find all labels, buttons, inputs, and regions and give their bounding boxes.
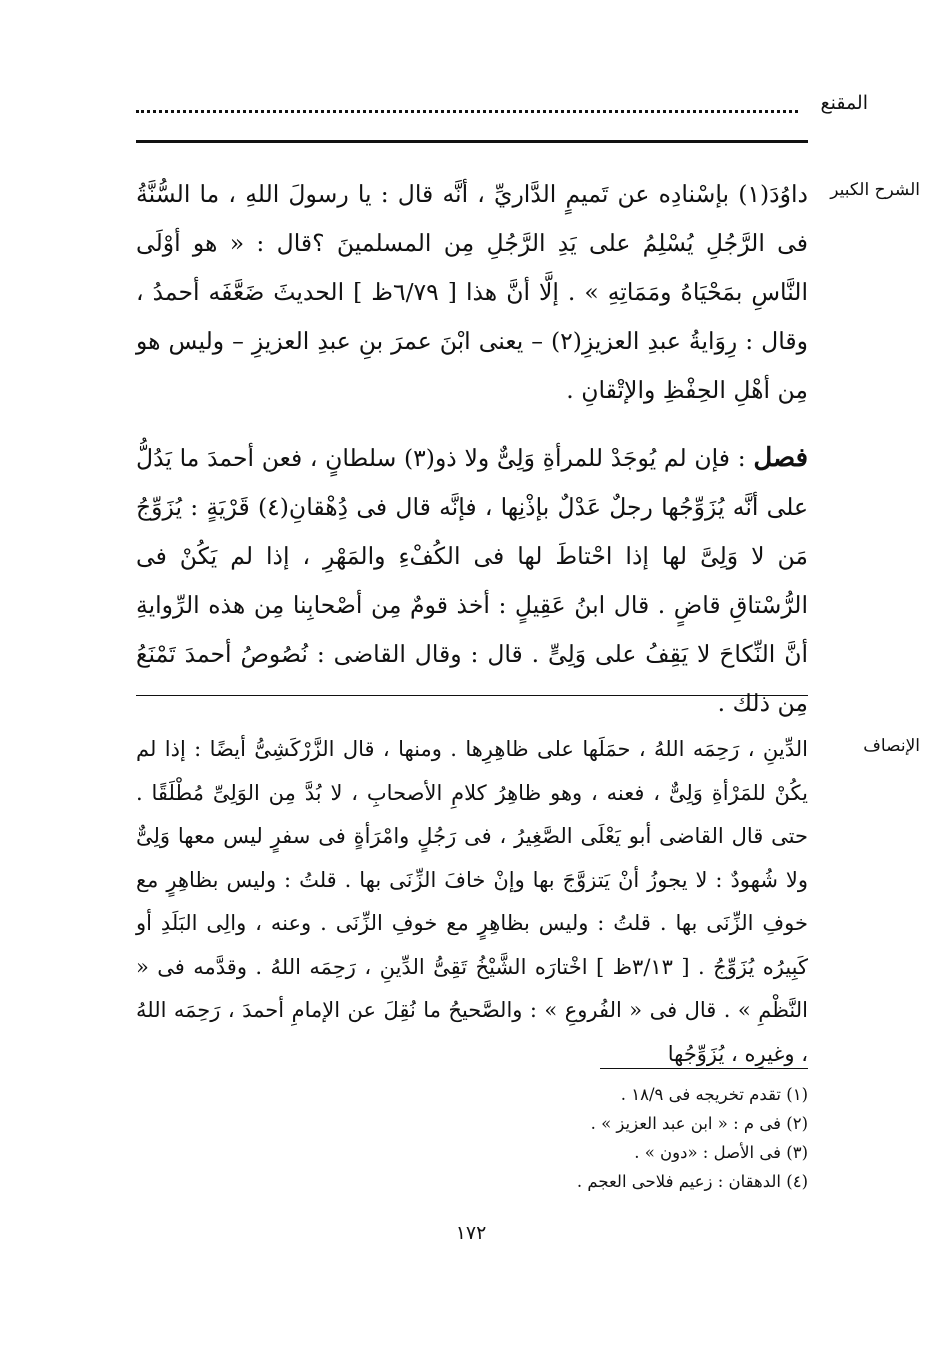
fasl-paragraph [136,434,808,728]
footnote-divider [600,1068,808,1069]
running-header [136,92,868,122]
sharh-text-block [136,170,808,415]
fasl-heading: فصل [753,443,808,473]
section-label-sharh: الشرح الكبير [830,180,920,200]
page-number: ١٧٢ [455,1222,487,1244]
insaf-paragraph: الدِّينِ ، رَحِمَه اللهُ ، حمَلَها على ظاهِرِها . ومنها ، قال الزَّرْكَشِىُّ أيضًا : إذا لم يكُنْ للمَرْأةِ وَلِىٌّ ، فعنه ، وهو ظاهِرُ كلامِ الأصحابِ ، لا بُدَّ مِن الوَلِىِّ مُطْلَقًا . حتى قال القاضى أبو يَعْلَى الصَّغِيرُ ، فى رَجُلٍ وامْرَأةٍ فى سفرٍ ليس معها وَلِىٌّ ولا شُهودٌ : لا يجوزُ أنْ يَتزوَّجَ بها وإنْ خافَ الزِّنَى بها . قلتُ : وليس بظاهِرٍ مع خوفِ الزِّنَى بها . قلتُ : وليس بظاهِرٍ مع خوفِ الزِّنَى . وعنه ، والِى البَلَدِ أو كَبِيرُه يُزَوِّجُ . [ ٣/١٣ظ ] اخْتارَه الشَّيْخُ تَقِىُّ الدِّينِ ، رَحِمَه اللهُ . وقدَّمه فى « النَّظْمِ » . قال فى « الفُروعِ » : والصَّحيحُ ما نُقِلَ عن الإمامِ أحمدَ ، رَحِمَه اللهُ ، وغيرِه ، يُزَوِّجُها [136,737,808,1066]
footnote-item: (٤) الدهقان : زعيم فلاحى العجم . [576,1172,808,1191]
footnote-item: (١) تقدم تخريجه فى ١٨/٩ . [620,1085,808,1104]
header-title: المقنع [820,92,868,114]
section-label-insaf: الإنصاف [863,736,920,756]
footnote-item: (٢) فى م : « ابن عبد العزيز » . [590,1114,808,1133]
fasl-text-block [136,434,808,728]
fasl-body: : فإن لم يُوجَدْ للمرأةِ وَلِىٌّ ولا ذو(٣) سلطانٍ ، فعن أحمدَ ما يَدُلُّ على أنَّه يُزَوِّجُها رجلٌ عَدْلٌ بإذْنِها ، فإنَّه قال فى دُِهْقانِ(٤) قَرْيَةٍ : يُزَوِّجُ مَن لا وَلِىَّ لها إذا احْتاطَ لها فى الكُفْءِ والمَهْرِ ، إذا لم يَكُنْ فى الرُّسْتاقِ قاضٍ . قال ابنُ عَقِيلٍ : أخذ قومٌ مِن أصْحابِنا مِن هذه الرِّوايةِ أنَّ النِّكاحَ لا يَقِفُ على وَلِىٍّ . قال : وقال القاضى : نُصُوصُ أحمدَ تَمْنَعُ مِن ذلك . [136,444,809,717]
section-divider [136,695,808,696]
sharh-paragraph: داوُدَ(١) بإسْنادِه عن تَميمٍ الدَّاريِّ ، أنَّه قال : يا رسولَ اللهِ ، ما السُّنَّةُ فى الرَّجُلِ يُسْلِمُ على يَدِ الرَّجُلِ مِن المسلمينَ ؟قال : « هو أوْلَى النَّاسِ بمَحْيَاهُ ومَمَاتِهِ » . إلَّا أنَّ هذا [ ٦/٧٩ظ ] الحديثَ ضَعَّفَه أحمدُ ، وقال : رِوَايةُ عبدِ العزيزِ(٢) – يعنى ابْنَ عمرَ بنِ عبدِ العزيزِ – وليس هو مِن أهْلِ الحِفْظِ والإتْقانِ . [136,180,808,404]
header-rule [136,140,808,143]
insaf-text-block [136,728,808,1076]
footnote-item: (٣) فى الأصل : «دون » . [634,1143,808,1162]
footnotes [136,1080,808,1196]
header-dotted-line [136,110,798,113]
